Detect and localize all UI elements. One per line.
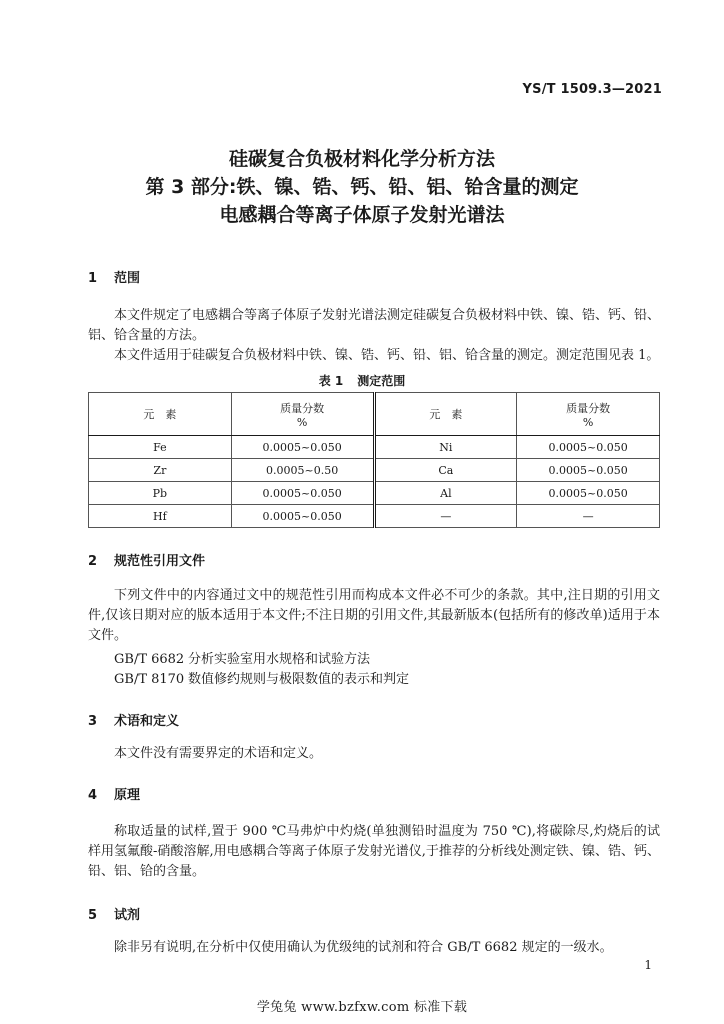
table-cell: 0.0005~0.050 xyxy=(231,436,374,459)
reference-gbt8170: GB/T 8170 数值修约规则与极限数值的表示和判定 xyxy=(114,672,410,687)
paragraph: 本文件适用于硅碳复合负极材料中铁、镍、锆、钙、铅、铝、铪含量的测定。测定范围见表 1。 xyxy=(114,348,660,363)
document-title xyxy=(0,145,724,229)
title-line-2: 第 3 部分:铁、镍、锆、钙、铅、铝、铪含量的测定 xyxy=(145,176,579,198)
header-mass-fraction: 质量分数 % xyxy=(517,393,660,436)
table-header-row xyxy=(89,393,660,436)
table-row xyxy=(89,505,660,528)
section-5-body xyxy=(88,938,660,958)
paragraph: 下列文件中的内容通过文中的规范性引用而构成本文件必不可少的条款。其中,注日期的引用文件,仅该日期对应的版本适用于本文件;不注日期的引用文件,其最新版本(包括所有的修改单)适用于本文件。 xyxy=(88,588,660,643)
table-cell: 0.0005~0.050 xyxy=(231,505,374,528)
paragraph: 称取适量的试样,置于 900 ℃马弗炉中灼烧(单独测铅时温度为 750 ℃),将碳除尽,灼烧后的试样用氢氟酸-硝酸溶解,用电感耦合等离子体原子发射光谱仪,于推荐的分析线处测定铁、镍、锆、钙、铅、铝、铪的含量。 xyxy=(88,824,660,879)
standard-number: YS/T 1509.3—2021 xyxy=(522,82,662,97)
table-cell: 0.0005~0.050 xyxy=(231,482,374,505)
section-1-body xyxy=(88,306,660,366)
table-cell: — xyxy=(374,505,517,528)
paragraph: 本文件规定了电感耦合等离子体原子发射光谱法测定硅碳复合负极材料中铁、镍、锆、钙、铅、铝、铪含量的方法。 xyxy=(88,308,661,343)
title-line-3: 电感耦合等离子体原子发射光谱法 xyxy=(219,204,505,226)
table-cell: Fe xyxy=(89,436,232,459)
table-cell: Ca xyxy=(374,459,517,482)
table-cell: Al xyxy=(374,482,517,505)
header-element: 元 素 xyxy=(89,393,232,436)
table-row xyxy=(89,436,660,459)
table-cell: 0.0005~0.050 xyxy=(517,482,660,505)
reference-gbt6682: GB/T 6682 分析实验室用水规格和试验方法 xyxy=(114,652,371,667)
section-3-heading: 3 术语和定义 xyxy=(88,714,180,729)
table-cell: Ni xyxy=(374,436,517,459)
title-line-1: 硅碳复合负极材料化学分析方法 xyxy=(228,148,495,170)
page-number: 1 xyxy=(644,958,652,972)
table-cell: 0.0005~0.050 xyxy=(517,459,660,482)
table-cell: — xyxy=(517,505,660,528)
section-4-body xyxy=(88,822,660,882)
paragraph: 本文件没有需要界定的术语和定义。 xyxy=(114,746,323,761)
watermark-footer: 学兔兔 www.bzfxw.com 标准下载 xyxy=(256,1000,468,1015)
table-cell: Zr xyxy=(89,459,232,482)
section-2-body xyxy=(88,586,660,646)
table-row xyxy=(89,459,660,482)
table-cell: 0.0005~0.50 xyxy=(231,459,374,482)
section-4-heading: 4 原理 xyxy=(88,788,141,803)
table-row xyxy=(89,482,660,505)
paragraph: 除非另有说明,在分析中仅使用确认为优级纯的试剂和符合 GB/T 6682 规定的一级水。 xyxy=(114,940,613,955)
section-1-heading: 1 范围 xyxy=(88,271,141,286)
measurement-range-table xyxy=(88,392,660,528)
table-cell: 0.0005~0.050 xyxy=(517,436,660,459)
table-cell: Hf xyxy=(89,505,232,528)
table-cell: Pb xyxy=(89,482,232,505)
header-mass-fraction: 质量分数 % xyxy=(231,393,374,436)
section-5-heading: 5 试剂 xyxy=(88,908,141,923)
section-2-heading: 2 规范性引用文件 xyxy=(88,554,206,569)
header-element: 元 素 xyxy=(374,393,517,436)
table-caption: 表 1 测定范围 xyxy=(318,374,406,388)
section-3-body xyxy=(88,744,660,764)
